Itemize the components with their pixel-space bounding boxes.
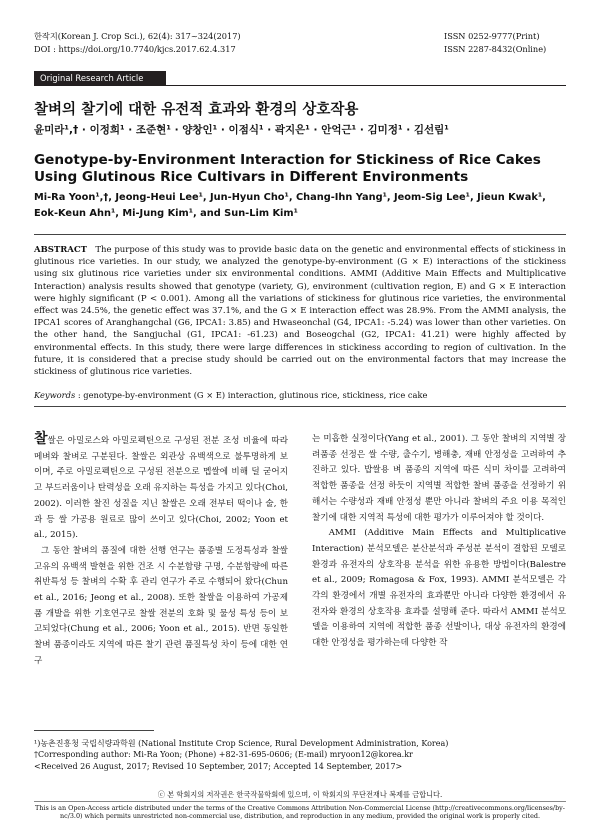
issn-print: ISSN 0252-9777(Print)	[444, 31, 540, 41]
article-type-badge: Original Research Article	[34, 71, 166, 85]
abstract	[34, 244, 566, 378]
footnotes	[34, 738, 566, 772]
affiliation-note: ¹)농촌진흥청 국립식량과학원 (National Institute Crop Science, Rural Development Administration, Korea)	[34, 739, 449, 748]
body-paragraph: 찰쌀은 아밀로스와 아밀로펙틴으로 구성된 전분 조성 비율에 따라 메벼와 찰벼로 구분된다. 찰쌀은 외관상 유백색으로 불투명하게 보이며, 주로 아밀로펙틴으로 구성된 전분으로 멥쌀에 비해 덜 굳어지고 부드러움이나 탄력성을 오래 유지하는 특성을 가지고 있다(Choi, 2002). 이러한 찰진 성질을 지닌 찰쌀은 오래 전부터 떡이나 술, 한과 등 쌀 가공용 원료로 많이 쓰이고 있다(Choi, 2002; Yoon et al., 2015).	[34, 431, 288, 541]
submission-dates: <Received 26 August, 2017; Revised 10 September, 2017; Accepted 14 September, 2017>	[34, 761, 403, 771]
abstract-top-rule	[34, 234, 566, 235]
keywords-label: Keywords	[34, 390, 76, 400]
header-divider	[34, 85, 566, 86]
issn-online: ISSN 2287-8432(Online)	[444, 44, 547, 54]
abstract-text: The purpose of this study was to provide basic data on the genetic and environmental effects of stickiness in glutinous rice varieties. In our study, we analyzed the genotype-by-environment (G × E) interactions of the stickiness using six glutinous rice varieties under six environmental conditions. AMMI (Additive Main Effects and Multiplicative Interaction) analysis results showed that genotype (variety, G), environment (cultivation region, E) and G × E interaction were highly significant (P < 0.001). Among all the variations of stickiness for glutinous rice varieties, the environmental effect was 24.5%, the genetic effect was 37.1%, and the G × E interaction effect was 28.9%. From the AMMI analysis, the IPCA1 scores of Aranghangchal (G6, IPCA1: 3.85) and Hwaseonchal (G4, IPCA1: -5.24) was lower than other varieties. On the other hand, the Sangjuchal (G1, IPCA1: -61.23) and Boseogchal (G2, IPCA1: 41.21) were highly affected by environmental effects. In this study, there were large differences in stickiness according to region of cultivation. In the future, it is considered that a precise study should be carried out on the environmental factors that may increase the stickiness of glutinous rice varieties.	[34, 245, 566, 378]
body-column-left	[34, 432, 288, 670]
license-line: This is an Open-Access article distributed under the terms of the Creative Commons Attribution Non-Commercial License (http://creativecommons.org/licenses/by-nc/3.0) which permits unrestricted non-commercial use, distribution, and reproduction in any medium, provided the original work is properly cited.	[34, 801, 566, 821]
english-title: Genotype-by-Environment Interaction for Stickiness of Rice Cakes Using Glutinous Rice Cultivars in Different Environments	[34, 152, 541, 185]
issn-block	[444, 30, 564, 56]
journal-citation	[34, 30, 241, 56]
english-authors: Mi-Ra Yoon¹,†, Jeong-Heui Lee¹, Jun-Hyun Cho¹, Chang-Ihn Yang¹, Jeom-Sig Lee¹, Jieun Kwak¹, Eok-Keun Ahn¹, Mi-Jung Kim¹, and Sun-Lim Kim¹	[34, 192, 546, 219]
journal-line: 한작지(Korean J. Crop Sci.), 62(4): 317~324(2017)	[34, 31, 241, 41]
keywords	[34, 389, 566, 401]
keywords-text: : genotype-by-environment (G × E) interaction, glutinous rice, stickiness, rice cake	[77, 390, 428, 400]
body-paragraph: AMMI (Additive Main Effects and Multiplicative Interaction) 분석모델은 분산분석과 주성분 분석이 결합된 모델로 환경과 유전자의 상호작용 분석을 위한 유용한 방법이다(Balestre et al., 2009; Romagosa & Fox, 1993). AMMI 분석모델은 각각의 환경에서 개별 유전자의 효과뿐만 아니라 다양한 환경에서 유전자와 환경의 상호작용 효과를 설명해 준다. 따라서 AMMI 분석모델을 이용하여 지역에 적합한 품종 선발이나, 대상 유전자의 환경에 대한 안정성을 평가하는데 다양한 작	[312, 528, 567, 649]
korean-authors: 윤미라¹,† · 이정희¹ · 조준현¹ · 양창인¹ · 이점식¹ · 곽지은¹ · 안억근¹ · 김미정¹ · 김선림¹	[34, 124, 449, 136]
body-paragraph: 는 미흡한 실정이다(Yang et al., 2001). 그 동안 찰벼의 지역별 장려품종 선정은 쌀 수량, 출수기, 병해충, 재배 안정성을 고려하여 추진하고 있다. 밥쌀용 벼 품종의 지역에 따른 식미 차이를 고려하여 적합한 품종을 선정 하듯이 지역별 적합한 찰벼 품종을 선정하기 위해서는 수량성과 재배 안정성 뿐만 아니라 찰벼의 주요 이용 목적인 찰기에 대한 지역적 특성에 대한 평가가 이루어져야 할 것이다.	[312, 434, 566, 523]
body-column-right	[312, 432, 566, 652]
corresponding-author-note: †Corresponding author: Mi-Ra Yoon; (Phone) +82-31-695-0606; (E-mail) mryoon12@korea.kr	[34, 750, 413, 760]
footnote-rule	[34, 730, 154, 731]
copyright-notice	[34, 790, 566, 821]
abstract-label: ABSTRACT	[34, 245, 87, 255]
body-paragraph: 그 동안 찰벼의 품질에 대한 선행 연구는 품종별 도정특성과 찰쌀 고유의 유백색 발현을 위한 건조 시 수분함량 구명, 수분함량에 따른 취반특성 등 찰벼의 수확 후 관리 연구가 주로 수행되어 왔다(Chun et al., 2016; Jeong et al., 2008). 또한 찰쌀을 이용하여 가공제품 개발을 위한 기호연구로 찰쌀 전분의 호화 및 물성 특성 등이 보고되었다(Chung et al., 2006; Yoon et al., 2015). 반면 동일한 찰벼 품종이라도 지역에 따른 찰기 관련 품질특성 차이 등에 대한 연구	[34, 545, 288, 666]
drop-cap: 찰	[34, 431, 48, 447]
korean-title: 찰벼의 찰기에 대한 유전적 효과와 환경의 상호작용	[34, 102, 359, 118]
copyright-line: ⓒ 본 학회지의 저작권은 한국작물학회에 있으며, 이 학회지의 무단전재나 복제를 금합니다.	[157, 790, 443, 799]
abstract-bottom-rule	[34, 406, 566, 407]
doi-line[interactable]: DOI : https://doi.org/10.7740/kjcs.2017.62.4.317	[34, 44, 236, 54]
